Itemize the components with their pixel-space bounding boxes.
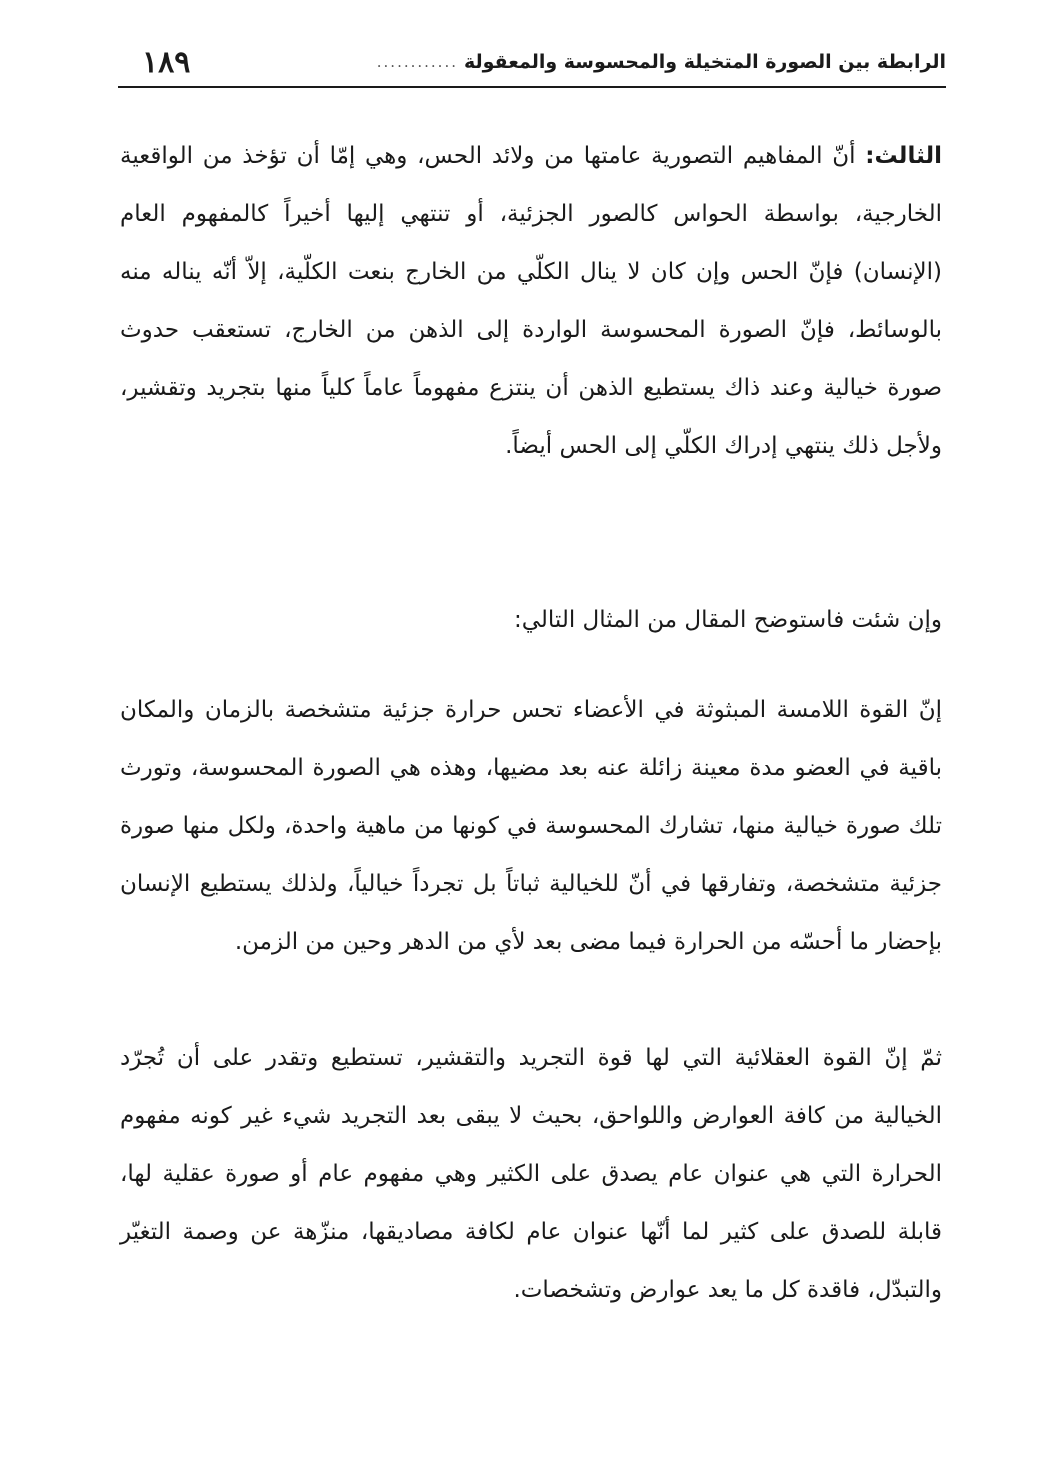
header-leader-dots: ............ (376, 53, 458, 71)
paragraph-lead-word: الثالث: (865, 143, 942, 169)
running-header (118, 38, 946, 88)
header-title-group (377, 51, 946, 73)
page-number: ١٨٩ (142, 44, 191, 80)
paragraph-intellect-abstraction: ثمّ إنّ القوة العقلائية التي لها قوة التجريد والتقشير، تستطيع وتقدر على أن تُجرّد الخيالية من كافة العوارض واللواحق، بحيث لا يبقى بعد التجريد شيء غير كونه مفهوم الحرارة التي هي عنوان عام يصدق على الكثير وهي مفهوم عام أو صورة عقلية لها، قابلة للصدق على كثير لما أنّها عنوان عام لكافة مصاديقها، منزّهة عن وصمة التغيّر والتبدّل، فاقدة كل ما يعد عوارض وتشخصات. (120, 1045, 942, 1303)
running-title: الرابطة بين الصورة المتخيلة والمحسوسة والمعقولة (463, 51, 946, 73)
paragraph-third-point (120, 127, 942, 475)
paragraph-touch-example: إنّ القوة اللامسة المبثوثة في الأعضاء تحس حرارة جزئية متشخصة بالزمان والمكان باقية في العضو مدة معينة زائلة عنه بعد مضيها، وهذه هي الصورة المحسوسة، وتورث تلك صورة خيالية منها، تشارك المحسوسة في كونها من ماهية واحدة، ولكل منها صورة جزئية متشخصة، وتفارقها في أنّ للخيالية ثباتاً بل تجرداً خيالياً، ولذلك يستطيع الإنسان بإحضار ما أحسّه من الحرارة فيما مضى بعد لأي من الدهر وحين من الزمن. (120, 697, 942, 955)
paragraph-example-intro: وإن شئت فاستوضح المقال من المثال التالي: (513, 607, 942, 633)
paragraph-text: أنّ المفاهيم التصورية عامتها من ولائد الحس، وهي إمّا أن تؤخذ من الواقعية الخارجية، بواسطة الحواس كالصور الجزئية، أو تنتهي إليها أخيراً كالمفهوم العام (الإنسان) فإنّ الحس وإن كان لا ينال الكلّي من الخارج بنعت الكلّية، إلاّ أنّه يناله منه بالوسائط، فإنّ الصورة المحسوسة الواردة إلى الذهن من الخارج، تستعقب حدوث صورة خيالية وعند ذاك يستطيع الذهن أن ينتزع مفهوماً عاماً كلياً منها بتجريد وتقشير، ولأجل ذلك ينتهي إدراك الكلّي إلى الحس أيضاً. (120, 143, 942, 459)
